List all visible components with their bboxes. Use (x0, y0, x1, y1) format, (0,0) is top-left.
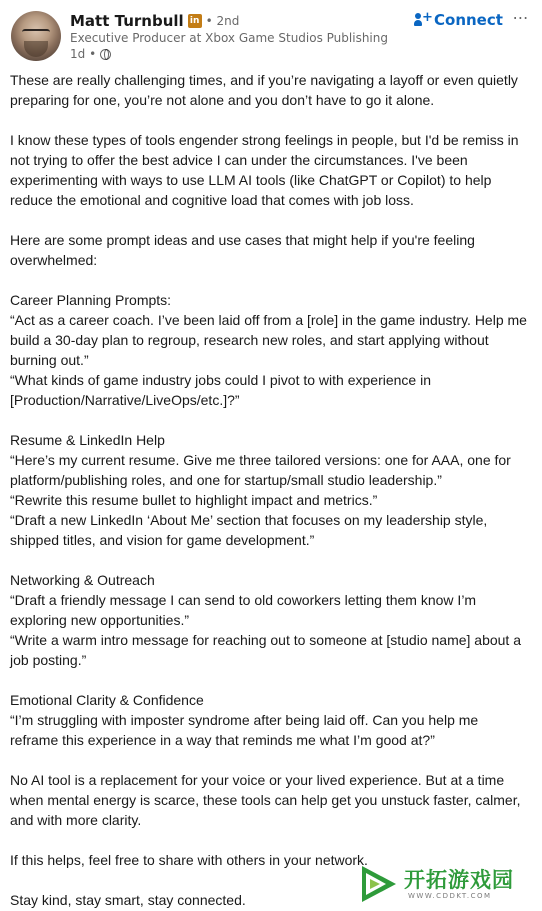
blank-line (10, 210, 534, 230)
post-line: experimenting with ways to use LLM AI tools (like ChatGPT or Copilot) to help (10, 172, 492, 188)
post-line: These are really challenging times, and if you’re navigating a layoff or even quietly (10, 72, 518, 88)
author-headline: Executive Producer at Xbox Game Studios Publishing (70, 31, 388, 45)
connect-button[interactable] (414, 8, 503, 32)
blank-line (10, 670, 534, 690)
post-line: “Here’s my current resume. Give me three tailored versions: one for AAA, one for (10, 452, 511, 468)
avatar[interactable] (11, 11, 61, 61)
blank-line (10, 550, 534, 570)
post-line: not trying to offer the best advice I can under the circumstances. I've been (10, 152, 468, 168)
post-line: Career Planning Prompts: (10, 292, 172, 308)
post-time: 1d • (70, 47, 97, 61)
post-line: No AI tool is a replacement for your voice or your lived experience. But at a time (10, 772, 505, 788)
post-line: “Act as a career coach. I’ve been laid off from a [role] in the game industry. Help me (10, 312, 527, 328)
post-line: Here are some prompt ideas and use cases that might help if you're feeling (10, 232, 475, 248)
connect-label: Connect (434, 11, 503, 29)
post-line: “Write a warm intro message for reaching out to someone at [studio name] about a (10, 632, 521, 648)
watermark-logo-icon (356, 862, 400, 906)
post-text (10, 70, 534, 910)
post-line: “Draft a new LinkedIn ‘About Me’ section that focuses on my leadership style, (10, 512, 488, 528)
blank-line (10, 750, 534, 770)
globe-icon (100, 49, 111, 60)
post-line: when mental energy is scarce, these tools can help get you unstuck faster, calmer, (10, 792, 521, 808)
post-line: If this helps, feel free to share with others in your network. (10, 852, 368, 868)
add-person-icon: + (414, 13, 430, 27)
watermark-text: 开拓游戏园 (404, 868, 514, 892)
post-line: Networking & Outreach (10, 572, 155, 588)
post-line: build a 30-day plan to regroup, research new roles, and start applying without (10, 332, 489, 348)
post-meta (70, 47, 111, 61)
post-line: reframe this experience in a way that reminds me what I’m good at?” (10, 732, 435, 748)
post-line: Emotional Clarity & Confidence (10, 692, 204, 708)
avatar-glasses (22, 29, 50, 37)
author-name[interactable]: Matt Turnbull (70, 12, 184, 30)
post-line: Stay kind, stay smart, stay connected. (10, 892, 246, 908)
watermark-url: WWW.CDDKT.COM (408, 892, 492, 900)
blank-line (10, 410, 534, 430)
watermark (356, 862, 536, 908)
blank-line (10, 270, 534, 290)
post-line: overwhelmed: (10, 252, 98, 268)
post-line: job posting.” (10, 652, 87, 668)
post-line: I know these types of tools engender strong feelings in people, but I'd be remiss in (10, 132, 519, 148)
post-line: “What kinds of game industry jobs could I pivot to with experience in (10, 372, 431, 388)
post-line: shipped titles, and vision for game development.” (10, 532, 315, 548)
author-name-row (70, 10, 239, 32)
post-line: “I’m struggling with imposter syndrome after being laid off. Can you help me (10, 712, 479, 728)
post-line: preparing for one, you’re not alone and you don’t have to go it alone. (10, 92, 435, 108)
post-line: exploring new opportunities.” (10, 612, 189, 628)
blank-line (10, 830, 534, 850)
post-line: and with more clarity. (10, 812, 142, 828)
connection-degree: • 2nd (205, 14, 240, 28)
post-line: reduce the emotional and cognitive load that comes with job loss. (10, 192, 414, 208)
post-line: burning out.” (10, 352, 89, 368)
post-header (0, 0, 542, 66)
post-line: “Rewrite this resume bullet to highlight impact and metrics.” (10, 492, 378, 508)
more-options-button[interactable]: ⋯ (512, 8, 530, 27)
post-line: Resume & LinkedIn Help (10, 432, 165, 448)
post-line: [Production/Narrative/LiveOps/etc.]?” (10, 392, 240, 408)
avatar-beard (24, 41, 48, 57)
linkedin-premium-badge-icon: in (188, 14, 202, 28)
post-line: platform/publishing roles, and one for startup/small studio leadership.” (10, 472, 442, 488)
post-line: “Draft a friendly message I can send to old coworkers letting them know I’m (10, 592, 477, 608)
blank-line (10, 110, 534, 130)
